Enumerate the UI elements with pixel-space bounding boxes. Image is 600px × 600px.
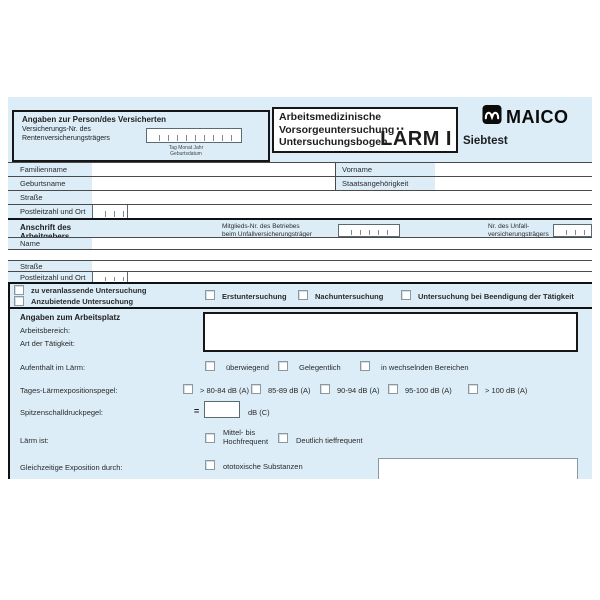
form-title-line2: Vorsorgeuntersuchung: [279, 123, 395, 136]
form-code: LÄRM I: [380, 128, 452, 150]
row-strasse[interactable]: [8, 190, 592, 204]
checkbox-gelegentlich[interactable]: [278, 361, 288, 371]
employer-plz-field[interactable]: [92, 272, 128, 282]
member-number-label-line2: beim Unfallversicherungsträger: [222, 230, 312, 238]
workplace-section-title: Angaben zum Arbeitsplatz: [20, 313, 121, 322]
row-employer-name-2[interactable]: [8, 249, 592, 260]
accident-insurer-number-label: [488, 223, 549, 238]
tieffrequent-label: Deutlich tieffrequent: [296, 436, 363, 445]
employer-name-label: Name: [8, 238, 92, 249]
nachuntersuchung-label: Nachuntersuchung: [315, 292, 384, 301]
wechselnde-bereiche-label: in wechselnden Bereichen: [381, 363, 469, 372]
brand-logo: [482, 105, 569, 129]
section-divider: [8, 282, 592, 284]
person-box-title: Angaben zur Person/des Versicherten: [22, 115, 167, 124]
workplace-entry-box[interactable]: [203, 312, 578, 352]
checkbox-nachuntersuchung[interactable]: [298, 290, 308, 300]
db-90-94-label: 90-94 dB (A): [337, 386, 380, 395]
checkbox-db-80-84[interactable]: [183, 384, 193, 394]
accident-insurer-label-line1: Nr. des Unfall-: [488, 223, 530, 230]
employer-title-line1: Anschrift des: [20, 223, 72, 232]
mittel-label-line1: Mittel- bis: [223, 428, 256, 437]
checkbox-anzubietende-untersuchung[interactable]: [14, 296, 24, 306]
maico-m-wave-icon: [482, 105, 502, 129]
mittel-label-line2: Hochfrequent: [223, 436, 269, 446]
row-familienname[interactable]: [8, 162, 592, 176]
insurance-number-label-2: Rentenversicherungsträgers: [22, 135, 110, 142]
db-85-89-label: 85-89 dB (A): [268, 386, 311, 395]
spitzen-value-field[interactable]: [204, 401, 240, 418]
ueberwiegend-label: überwiegend: [226, 363, 269, 372]
row-employer-strasse[interactable]: [8, 260, 592, 271]
row-plz-ort[interactable]: [8, 204, 592, 218]
veranlasste-untersuchung-label: zu veranlassende Untersuchung: [31, 286, 147, 295]
checkbox-db-90-94[interactable]: [320, 384, 330, 394]
aufenthalt-label: Aufenthalt im Lärm:: [20, 363, 86, 372]
row-employer-name[interactable]: [8, 237, 592, 249]
laerm-ist-label: Lärm ist:: [20, 436, 49, 445]
checkbox-tieffrequent[interactable]: [278, 433, 288, 443]
strasse-label: Straße: [8, 191, 92, 204]
section-divider: [8, 218, 592, 220]
checkbox-db-95-100[interactable]: [388, 384, 398, 394]
mittel-hochfrequent-label: [223, 429, 268, 446]
accident-insurer-label-line2: versicherungsträgers: [488, 230, 549, 238]
form-title-box: [272, 107, 458, 153]
db-c-unit-label: dB (C): [248, 408, 270, 417]
vorname-label: Vorname: [335, 163, 435, 176]
geburtsname-label: Geburtsname: [8, 177, 92, 190]
form-title-line1: Arbeitsmedizinische: [279, 111, 382, 123]
anzubietende-untersuchung-label: Anzubietende Untersuchung: [31, 297, 134, 306]
employer-strasse-label: Straße: [8, 261, 92, 271]
familienname-label: Familienname: [8, 163, 92, 176]
employer-plz-label: Postleitzahl und Ort: [8, 272, 92, 282]
db-over-100-label: > 100 dB (A): [485, 386, 528, 395]
laerm-form: [8, 97, 592, 479]
row-geburtsname[interactable]: [8, 176, 592, 190]
bottom-entry-box[interactable]: [378, 458, 578, 479]
checkbox-ototoxische-substanzen[interactable]: [205, 460, 215, 470]
ototoxische-substanzen-label: ototoxische Substanzen: [223, 462, 303, 471]
checkbox-erstuntersuchung[interactable]: [205, 290, 215, 300]
form-title-line3: Untersuchungsbogen: [279, 136, 388, 148]
row-employer-plz[interactable]: [8, 271, 592, 282]
exposition-label: Gleichzeitige Exposition durch:: [20, 463, 123, 472]
insurance-number-field[interactable]: [146, 128, 242, 143]
db-95-100-label: 95-100 dB (A): [405, 386, 452, 395]
birthdate-caption: [156, 146, 216, 157]
plz-field[interactable]: [92, 205, 128, 218]
arbeitsbereich-label: Arbeitsbereich:: [20, 326, 71, 335]
plz-ort-label: Postleitzahl und Ort: [8, 205, 92, 218]
brand-name: MAICO: [506, 106, 569, 127]
checkbox-db-over-100[interactable]: [468, 384, 478, 394]
insurance-number-label-1: Versicherungs-Nr. des: [22, 126, 91, 133]
checkbox-ueberwiegend[interactable]: [205, 361, 215, 371]
form-subtitle: Siebtest: [463, 135, 508, 147]
gelegentlich-label: Gelegentlich: [299, 363, 341, 372]
checkbox-veranlasste-untersuchung[interactable]: [14, 285, 24, 295]
pegel-label: Tages-Lärmexpositionspegel:: [20, 386, 118, 395]
equals-sign: =: [194, 406, 200, 416]
checkbox-beendigung[interactable]: [401, 290, 411, 300]
section-divider: [8, 307, 592, 309]
checkbox-wechselnde-bereiche[interactable]: [360, 361, 370, 371]
checkbox-mittel-hochfrequent[interactable]: [205, 433, 215, 443]
taetigkeit-label: Art der Tätigkeit:: [20, 339, 75, 348]
birthdate-caption-line1: Tag Monat Jahr: [168, 145, 204, 151]
staatsangehoerigkeit-label: Staatsangehörigkeit: [335, 177, 435, 190]
person-data-box: [12, 110, 270, 162]
member-number-label: [222, 223, 312, 238]
checkbox-db-85-89[interactable]: [251, 384, 261, 394]
erstuntersuchung-label: Erstuntersuchung: [222, 292, 287, 301]
member-number-label-line1: Mitglieds-Nr. des Betriebes: [222, 223, 300, 230]
accident-insurer-number-field[interactable]: [553, 224, 592, 237]
form-left-border: [8, 284, 10, 479]
db-80-84-label: > 80-84 dB (A): [200, 386, 249, 395]
birthdate-caption-line2: Geburtsdatum: [170, 150, 202, 157]
member-number-field[interactable]: [338, 224, 400, 237]
beendigung-label: Untersuchung bei Beendigung der Tätigkeit: [418, 292, 574, 301]
spitzen-label: Spitzenschalldruckpegel:: [20, 408, 103, 417]
